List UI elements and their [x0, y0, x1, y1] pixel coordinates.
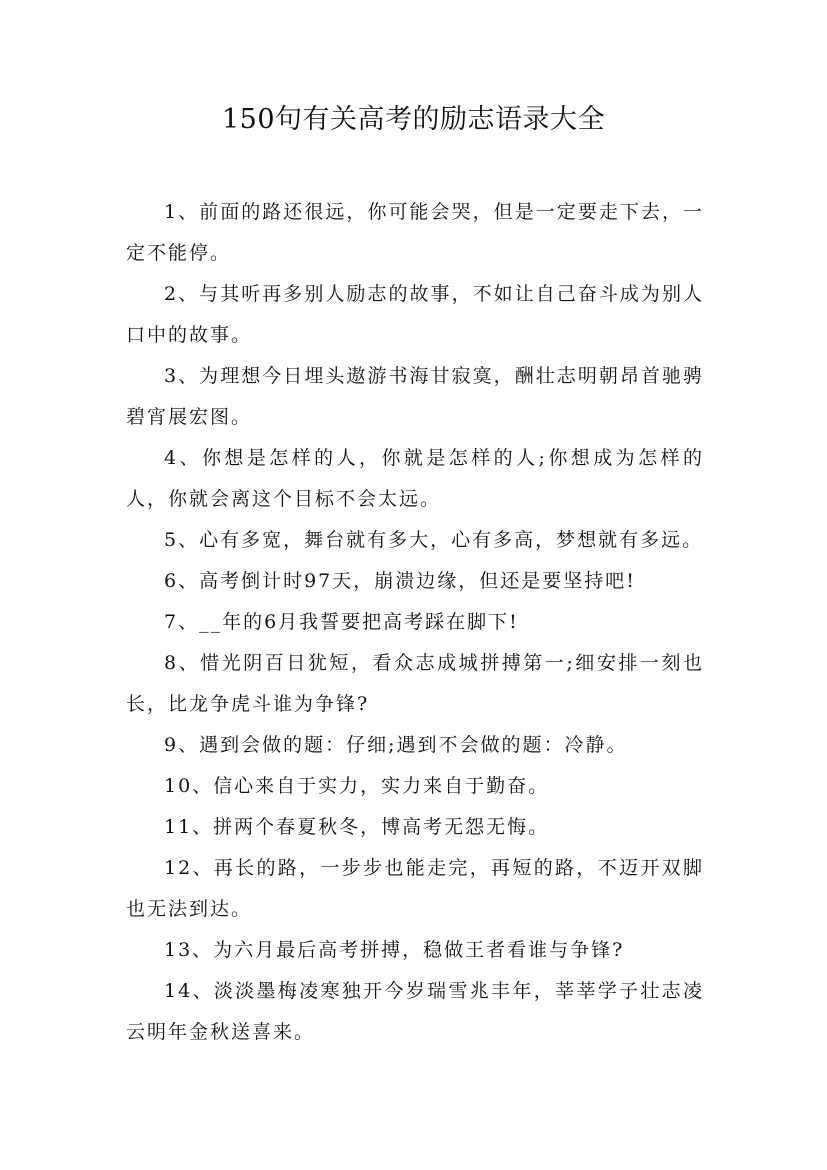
quote-item: 2、与其听再多别人励志的故事，不如让自己奋斗成为别人口中的故事。 — [126, 283, 704, 346]
quote-item: 13、为六月最后高考拼搏，稳做王者看谁与争锋? — [164, 939, 625, 961]
quote-item: 5、心有多宽，舞台就有多大，心有多高，梦想就有多远。 — [164, 529, 704, 551]
quote-list — [126, 192, 704, 1053]
quote-item: 12、再长的路，一步步也能走完，再短的路，不迈开双脚也无法到达。 — [126, 857, 704, 920]
quote-item: 7、__年的6月我誓要把高考踩在脚下! — [164, 611, 519, 633]
quote-item: 11、拼两个春夏秋冬，博高考无怨无悔。 — [164, 816, 550, 838]
quote-item: 4、你想是怎样的人，你就是怎样的人;你想成为怎样的人，你就会离这个目标不会太远。 — [126, 447, 704, 510]
quote-item: 3、为理想今日埋头遨游书海甘寂寞，酬壮志明朝昂首驰骋碧宵展宏图。 — [126, 365, 704, 428]
document-title: 150句有关高考的励志语录大全 — [221, 104, 606, 135]
quote-item: 6、高考倒计时97天，崩溃边缘，但还是要坚持吧! — [164, 570, 636, 592]
quote-item: 8、惜光阴百日犹短，看众志成城拼搏第一;细安排一刻也长，比龙争虎斗谁为争锋? — [126, 652, 704, 715]
quote-item: 1、前面的路还很远，你可能会哭，但是一定要走下去，一定不能停。 — [126, 201, 704, 264]
quote-item: 14、淡淡墨梅凌寒独开今岁瑞雪兆丰年，莘莘学子壮志凌云明年金秋送喜来。 — [126, 980, 704, 1043]
quote-item: 9、遇到会做的题：仔细;遇到不会做的题：冷静。 — [164, 734, 628, 756]
quote-item: 10、信心来自于实力，实力来自于勤奋。 — [164, 775, 550, 797]
